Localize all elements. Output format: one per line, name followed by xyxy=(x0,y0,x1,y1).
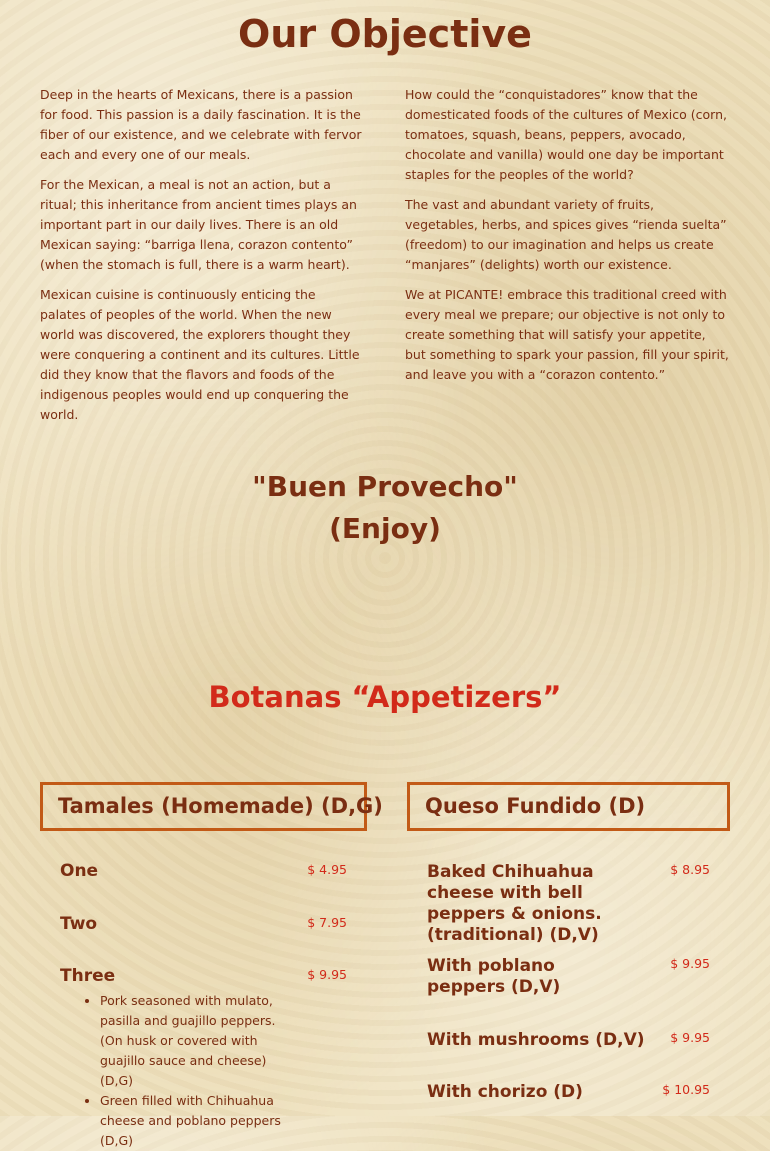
menu-item-price: $ 4.95 xyxy=(307,862,347,877)
objective-paragraph: Deep in the hearts of Mexicans, there is a passion for food. This passion is a daily fascination. It is the fiber of our existence, and we celebrate with fervor each and every one of our meals. xyxy=(40,87,362,162)
menu-item-price: $ 9.95 xyxy=(670,1030,710,1045)
menu-item-price: $ 9.95 xyxy=(670,956,710,971)
queso-fundido-header: Queso Fundido (D) xyxy=(407,782,730,831)
menu-item-price: $ 10.95 xyxy=(662,1082,710,1097)
menu-item-price: $ 7.95 xyxy=(307,915,347,930)
objective-paragraph: We at PICANTE! embrace this traditional creed with every meal we prepare; our objective is not only to create something that will satisfy your appetite, but something to spark your passion, fill your spirit, and leave you with a “corazon contento.” xyxy=(405,287,729,382)
objective-paragraph: Mexican cuisine is continuously enticing the palates of peoples of the world. When the new world was discovered, the explorers thought they were conquering a continent and its cultures. Little did they know that the flavors and foods of the indigenous peoples would end up conquering the world. xyxy=(40,287,360,422)
appetizers-section-title: Botanas “Appetizers” xyxy=(208,680,562,714)
objective-paragraph: The vast and abundant variety of fruits, vegetables, herbs, and spices gives “rienda suelta” (freedom) to our imagination and helps us create “manjares” (delights) worth our existence. xyxy=(405,197,727,272)
objective-paragraph: For the Mexican, a meal is not an action, but a ritual; this inheritance from ancient times plays an important part in our daily lives. There is an old Mexican saying: “barriga llena, corazon contento” (when the stomach is full, there is a warm heart). xyxy=(40,177,357,272)
menu-item-name: One xyxy=(60,861,99,881)
menu-item-name: Baked Chihuahua cheese with bell peppers & onions. (traditional) (D,V) xyxy=(427,862,602,945)
enjoy-quote xyxy=(0,466,770,550)
menu-item-name: With chorizo (D) xyxy=(427,1082,583,1102)
tamales-description-list xyxy=(82,991,300,1151)
menu-item-price: $ 8.95 xyxy=(670,862,710,877)
objective-right-column xyxy=(405,85,730,395)
objective-left-column xyxy=(40,85,365,435)
menu-item-name: With poblano peppers (D,V) xyxy=(427,956,561,997)
page-title: Our Objective xyxy=(238,12,532,56)
quote-line-spanish: "Buen Provecho" xyxy=(252,470,518,503)
tamales-header: Tamales (Homemade) (D,G) xyxy=(40,782,367,831)
menu-item-name: Three xyxy=(60,966,116,986)
menu-item-name: Two xyxy=(60,914,98,934)
objective-paragraph: How could the “conquistadores” know that the domesticated foods of the cultures of Mexico (corn, tomatoes, squash, beans, peppers, avocado, chocolate and vanilla) would one day be important staples for the peoples of the world? xyxy=(405,87,727,182)
quote-line-english: (Enjoy) xyxy=(329,512,441,545)
list-item: • Pork seasoned with mulato, pasilla and guajillo peppers. (On husk or covered with guajillo sauce and cheese) (D,G) xyxy=(100,991,300,1091)
list-item: • Green filled with Chihuahua cheese and poblano peppers (D,G) xyxy=(100,1091,300,1151)
menu-item-name: With mushrooms (D,V) xyxy=(427,1030,645,1050)
menu-item-price: $ 9.95 xyxy=(307,967,347,982)
